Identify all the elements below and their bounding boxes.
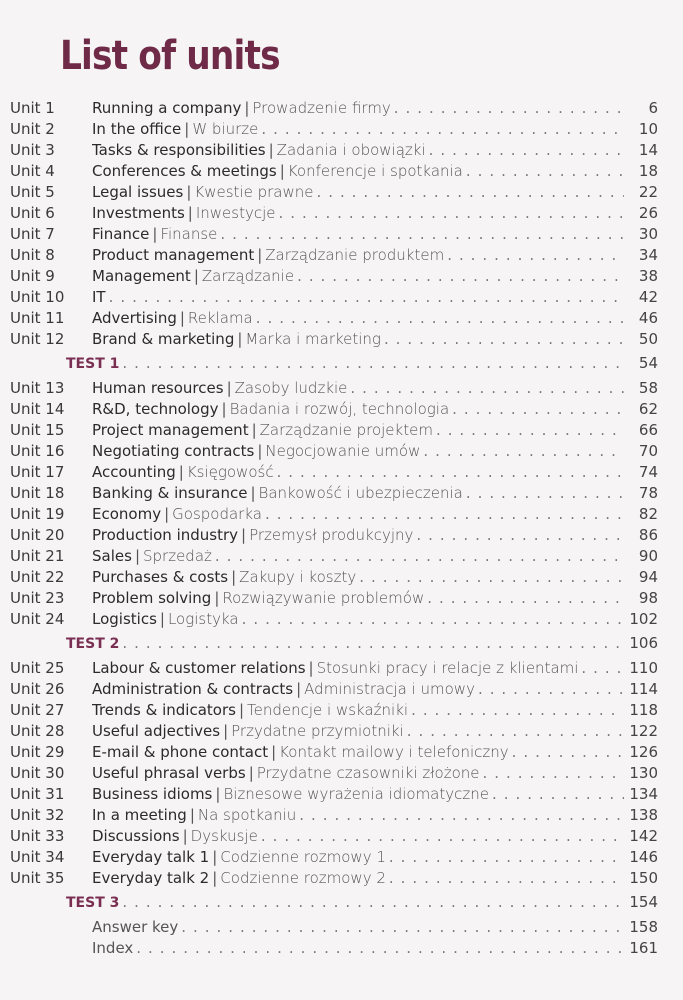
unit-number: Unit 31 — [10, 785, 65, 803]
unit-row — [0, 119, 683, 140]
unit-number: Unit 4 — [10, 162, 55, 180]
polish-title: Przydatne czasowniki złożone — [256, 764, 480, 782]
test-row — [0, 892, 683, 913]
entry-title — [92, 308, 628, 329]
polish-title: Sprzedaż — [143, 547, 212, 565]
title-separator: | — [221, 400, 227, 418]
title-separator: | — [214, 589, 220, 607]
page-number: 46 — [624, 308, 658, 329]
entry-title — [92, 224, 628, 245]
unit-row — [0, 140, 683, 161]
entry-title — [92, 525, 628, 546]
test-title: TEST 2 — [66, 636, 120, 652]
page-number: 158 — [624, 917, 658, 938]
entry-title — [66, 892, 628, 913]
unit-row — [0, 700, 683, 721]
page-number: 126 — [624, 742, 658, 763]
page-title: List of units — [60, 33, 280, 79]
unit-row — [0, 588, 683, 609]
polish-title: Prowadzenie firmy — [252, 99, 391, 117]
unit-number: Unit 28 — [10, 722, 65, 740]
english-title: IT — [92, 288, 106, 306]
page-number: 106 — [624, 633, 658, 654]
title-separator: | — [164, 505, 170, 523]
polish-title: Codzienne rozmowy 2 — [220, 869, 386, 887]
english-title: Human resources — [92, 379, 224, 397]
title-separator: | — [231, 568, 237, 586]
entry-title — [92, 119, 628, 140]
polish-title: Administracja i umowy — [304, 680, 475, 698]
title-separator: | — [250, 484, 256, 502]
entry-title — [66, 633, 628, 654]
unit-row — [0, 784, 683, 805]
english-title: Purchases & costs — [92, 568, 229, 586]
title-separator: | — [241, 526, 247, 544]
title-separator: | — [212, 848, 218, 866]
unit-row — [0, 224, 683, 245]
page-number: 78 — [624, 483, 658, 504]
polish-title: Zasoby ludzkie — [234, 379, 348, 397]
page-number: 6 — [624, 98, 658, 119]
entry-title — [92, 826, 628, 847]
english-title: In a meeting — [92, 806, 187, 824]
unit-number: Unit 2 — [10, 120, 55, 138]
page-number: 18 — [624, 161, 658, 182]
title-separator: | — [178, 463, 184, 481]
test-row — [0, 353, 683, 374]
polish-title: Stosunki pracy i relacje z klientami — [316, 659, 579, 677]
unit-number: Unit 13 — [10, 379, 65, 397]
unit-number: Unit 21 — [10, 547, 65, 565]
unit-row — [0, 679, 683, 700]
english-title: Product management — [92, 246, 255, 264]
appendix-row — [0, 938, 683, 959]
entry-title — [92, 658, 628, 679]
unit-row — [0, 742, 683, 763]
appendix-title: Answer key — [92, 918, 179, 936]
english-title: Economy — [92, 505, 162, 523]
unit-row — [0, 308, 683, 329]
english-title: Investments — [92, 204, 185, 222]
test-title: TEST 1 — [66, 356, 120, 372]
english-title: Logistics — [92, 610, 157, 628]
title-separator: | — [308, 659, 314, 677]
english-title: Tasks & responsibilities — [92, 141, 266, 159]
entry-title — [92, 98, 628, 119]
english-title: Trends & indicators — [92, 701, 236, 719]
unit-row — [0, 609, 683, 630]
unit-row — [0, 98, 683, 119]
page-number: 22 — [624, 182, 658, 203]
page-number: 134 — [624, 784, 658, 805]
page-number: 26 — [624, 203, 658, 224]
polish-title: Przydatne przymiotniki — [231, 722, 404, 740]
polish-title: Księgowość — [186, 463, 274, 481]
unit-number: Unit 35 — [10, 869, 65, 887]
polish-title: Badania i rozwój, technologia — [229, 400, 450, 418]
entry-title — [92, 917, 628, 938]
unit-row — [0, 378, 683, 399]
unit-number: Unit 26 — [10, 680, 65, 698]
english-title: R&D, technology — [92, 400, 219, 418]
entry-title — [92, 140, 628, 161]
title-separator: | — [268, 141, 274, 159]
appendix-row — [0, 917, 683, 938]
entry-title — [92, 203, 628, 224]
title-separator: | — [159, 610, 165, 628]
entry-title — [92, 161, 628, 182]
unit-row — [0, 287, 683, 308]
page-number: 154 — [624, 892, 658, 913]
entry-title — [92, 441, 628, 462]
page-number: 74 — [624, 462, 658, 483]
entry-title — [92, 287, 628, 308]
title-separator: | — [189, 806, 195, 824]
page-number: 130 — [624, 763, 658, 784]
unit-number: Unit 16 — [10, 442, 65, 460]
english-title: Banking & insurance — [92, 484, 248, 502]
title-separator: | — [187, 204, 193, 222]
unit-row — [0, 763, 683, 784]
title-separator: | — [182, 827, 188, 845]
unit-number: Unit 5 — [10, 183, 55, 201]
english-title: Labour & customer relations — [92, 659, 306, 677]
title-separator: | — [179, 309, 185, 327]
entry-title — [92, 378, 628, 399]
entry-title — [92, 329, 628, 350]
unit-number: Unit 24 — [10, 610, 65, 628]
unit-row — [0, 868, 683, 889]
entry-title — [92, 763, 628, 784]
appendix-title: Index — [92, 939, 134, 957]
entry-title — [92, 868, 628, 889]
unit-number: Unit 11 — [10, 309, 65, 327]
entry-title — [92, 399, 628, 420]
unit-number: Unit 10 — [10, 288, 65, 306]
unit-row — [0, 721, 683, 742]
title-separator: | — [257, 442, 263, 460]
page-number: 110 — [624, 658, 658, 679]
unit-row — [0, 182, 683, 203]
unit-number: Unit 8 — [10, 246, 55, 264]
english-title: Production industry — [92, 526, 239, 544]
entry-title — [92, 462, 628, 483]
polish-title: Zakupy i koszty — [239, 568, 357, 586]
page-number: 82 — [624, 504, 658, 525]
polish-title: Finanse — [160, 225, 218, 243]
page-number: 98 — [624, 588, 658, 609]
unit-number: Unit 29 — [10, 743, 65, 761]
english-title: Project management — [92, 421, 249, 439]
title-separator: | — [226, 379, 232, 397]
unit-number: Unit 27 — [10, 701, 65, 719]
title-separator: | — [223, 722, 229, 740]
polish-title: Bankowość i ubezpieczenia — [258, 484, 463, 502]
unit-number: Unit 6 — [10, 204, 55, 222]
unit-number: Unit 17 — [10, 463, 65, 481]
page-number: 66 — [624, 420, 658, 441]
english-title: Advertising — [92, 309, 177, 327]
polish-title: Zarządzanie projektem — [259, 421, 433, 439]
english-title: E-mail & phone contact — [92, 743, 269, 761]
page-number: 146 — [624, 847, 658, 868]
unit-number: Unit 12 — [10, 330, 65, 348]
title-separator: | — [244, 99, 250, 117]
polish-title: Tendencje i wskaźniki — [247, 701, 409, 719]
unit-number: Unit 23 — [10, 589, 65, 607]
entry-title — [92, 938, 628, 959]
title-separator: | — [237, 330, 243, 348]
page-number: 10 — [624, 119, 658, 140]
unit-row — [0, 567, 683, 588]
title-separator: | — [215, 785, 221, 803]
page-number: 114 — [624, 679, 658, 700]
entry-title — [92, 567, 628, 588]
english-title: Management — [92, 267, 191, 285]
unit-number: Unit 1 — [10, 99, 55, 117]
unit-row — [0, 329, 683, 350]
title-separator: | — [152, 225, 158, 243]
english-title: Accounting — [92, 463, 176, 481]
entry-title — [92, 483, 628, 504]
page-number: 58 — [624, 378, 658, 399]
unit-number: Unit 9 — [10, 267, 55, 285]
title-separator: | — [271, 743, 277, 761]
unit-number: Unit 25 — [10, 659, 65, 677]
polish-title: Logistyka — [167, 610, 239, 628]
page-number: 70 — [624, 441, 658, 462]
page-number: 38 — [624, 266, 658, 287]
page-number: 62 — [624, 399, 658, 420]
polish-title: W biurze — [192, 120, 259, 138]
english-title: Negotiating contracts — [92, 442, 255, 460]
polish-title: Kwestie prawne — [194, 183, 314, 201]
unit-number: Unit 15 — [10, 421, 65, 439]
unit-row — [0, 847, 683, 868]
unit-row — [0, 161, 683, 182]
polish-title: Biznesowe wyrażenia idiomatyczne — [223, 785, 489, 803]
entry-title — [92, 784, 628, 805]
title-separator: | — [257, 246, 263, 264]
title-separator: | — [186, 183, 192, 201]
test-row — [0, 633, 683, 654]
unit-number: Unit 18 — [10, 484, 65, 502]
english-title: Useful phrasal verbs — [92, 764, 246, 782]
title-separator: | — [134, 547, 140, 565]
polish-title: Na spotkaniu — [197, 806, 297, 824]
polish-title: Zarządzanie — [201, 267, 295, 285]
english-title: Running a company — [92, 99, 242, 117]
entry-title — [92, 805, 628, 826]
unit-row — [0, 483, 683, 504]
page-number: 138 — [624, 805, 658, 826]
unit-row — [0, 399, 683, 420]
test-title: TEST 3 — [66, 895, 120, 911]
entry-title — [92, 700, 628, 721]
entry-title — [92, 546, 628, 567]
entry-title — [92, 420, 628, 441]
title-separator: | — [212, 869, 218, 887]
entry-title — [92, 588, 628, 609]
unit-number: Unit 3 — [10, 141, 55, 159]
page-number: 122 — [624, 721, 658, 742]
page-number: 150 — [624, 868, 658, 889]
english-title: Legal issues — [92, 183, 184, 201]
polish-title: Codzienne rozmowy 1 — [220, 848, 386, 866]
polish-title: Przemysł produkcyjny — [249, 526, 414, 544]
polish-title: Gospodarka — [172, 505, 262, 523]
unit-row — [0, 441, 683, 462]
entry-title — [92, 182, 628, 203]
page-number: 42 — [624, 287, 658, 308]
unit-number: Unit 22 — [10, 568, 65, 586]
english-title: Problem solving — [92, 589, 212, 607]
entry-title — [92, 742, 628, 763]
title-separator: | — [279, 162, 285, 180]
entry-title — [92, 245, 628, 266]
unit-row — [0, 826, 683, 847]
unit-row — [0, 266, 683, 287]
title-separator: | — [251, 421, 257, 439]
unit-row — [0, 658, 683, 679]
page-number: 86 — [624, 525, 658, 546]
page-number: 102 — [624, 609, 658, 630]
polish-title: Reklama — [187, 309, 253, 327]
english-title: Everyday talk 2 — [92, 869, 210, 887]
polish-title: Konferencje i spotkania — [287, 162, 463, 180]
title-separator: | — [193, 267, 199, 285]
entry-title — [92, 504, 628, 525]
page-number: 118 — [624, 700, 658, 721]
unit-row — [0, 525, 683, 546]
english-title: Discussions — [92, 827, 180, 845]
english-title: Useful adjectives — [92, 722, 221, 740]
entry-title — [92, 609, 628, 630]
entry-title — [66, 353, 628, 374]
english-title: Sales — [92, 547, 132, 565]
unit-row — [0, 462, 683, 483]
page-number: 90 — [624, 546, 658, 567]
title-separator: | — [296, 680, 302, 698]
page-number: 50 — [624, 329, 658, 350]
page-number: 54 — [624, 353, 658, 374]
unit-row — [0, 245, 683, 266]
unit-number: Unit 20 — [10, 526, 65, 544]
unit-number: Unit 33 — [10, 827, 65, 845]
english-title: Conferences & meetings — [92, 162, 277, 180]
unit-row — [0, 203, 683, 224]
page-number: 94 — [624, 567, 658, 588]
unit-number: Unit 19 — [10, 505, 65, 523]
polish-title: Rozwiązywanie problemów — [222, 589, 425, 607]
polish-title: Kontakt mailowy i telefoniczny — [279, 743, 509, 761]
page-number: 34 — [624, 245, 658, 266]
unit-number: Unit 32 — [10, 806, 65, 824]
unit-number: Unit 34 — [10, 848, 65, 866]
english-title: Finance — [92, 225, 150, 243]
english-title: Business idioms — [92, 785, 213, 803]
title-separator: | — [184, 120, 190, 138]
unit-number: Unit 30 — [10, 764, 65, 782]
unit-row — [0, 546, 683, 567]
polish-title: Zadania i obowiązki — [276, 141, 426, 159]
unit-number: Unit 7 — [10, 225, 55, 243]
title-separator: | — [248, 764, 254, 782]
polish-title: Negocjowanie umów — [265, 442, 421, 460]
polish-title: Inwestycje — [195, 204, 276, 222]
english-title: In the office — [92, 120, 182, 138]
entry-title — [92, 847, 628, 868]
polish-title: Zarządzanie produktem — [265, 246, 445, 264]
english-title: Everyday talk 1 — [92, 848, 210, 866]
page-number: 30 — [624, 224, 658, 245]
english-title: Brand & marketing — [92, 330, 235, 348]
page-number: 161 — [624, 938, 658, 959]
entry-title — [92, 266, 628, 287]
english-title: Administration & contracts — [92, 680, 294, 698]
unit-row — [0, 805, 683, 826]
entry-title — [92, 679, 628, 700]
polish-title: Dyskusje — [190, 827, 258, 845]
unit-row — [0, 420, 683, 441]
unit-row — [0, 504, 683, 525]
polish-title: Marka i marketing — [245, 330, 381, 348]
page-number: 142 — [624, 826, 658, 847]
title-separator: | — [238, 701, 245, 719]
entry-title — [92, 721, 628, 742]
page-number: 14 — [624, 140, 658, 161]
unit-number: Unit 14 — [10, 400, 65, 418]
